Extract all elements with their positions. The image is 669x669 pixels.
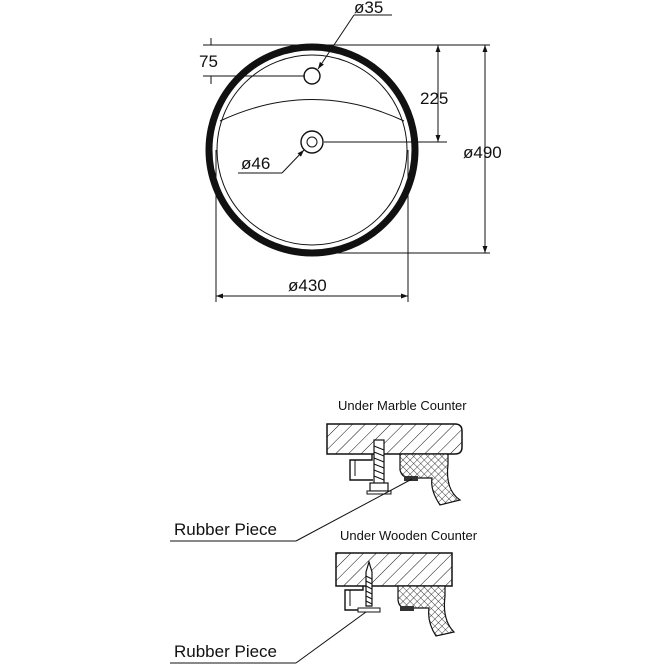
marble-detail-title: Under Marble Counter [338,398,467,413]
marble-rubber-piece [404,476,418,481]
wooden-bracket [345,586,367,610]
outer-diameter-label: ø490 [463,143,502,162]
overflow-diameter-label: ø35 [354,0,384,17]
hole-offset-label: 75 [199,52,218,71]
basin-outer-rim [209,47,415,253]
marble-slab [327,424,462,454]
wooden-counter-detail [336,528,478,636]
wooden-detail-title: Under Wooden Counter [340,528,478,543]
bowl-contour [220,100,404,122]
wooden-rubber-piece [400,606,414,611]
marble-counter-detail [327,398,467,505]
drain-inner [307,137,317,147]
marble-bracket [350,454,373,480]
marble-bolt-nut [370,483,388,491]
drain-diameter-dimension [238,150,304,173]
inner-diameter-label: ø430 [288,276,327,295]
wooden-slab [336,553,452,586]
wooden-rubber-label: Rubber Piece [174,642,278,661]
marble-rubber-label: Rubber Piece [174,520,278,539]
drain-offset-dimension [312,45,448,142]
drain-outer [301,131,323,153]
drain-offset-label: 225 [420,89,449,108]
wooden-rubber-callout [170,612,366,663]
wood-screw-washer [358,608,380,612]
drain-diameter-label: ø46 [241,154,271,173]
overflow-hole [304,68,320,84]
basin-top-view [209,47,415,253]
